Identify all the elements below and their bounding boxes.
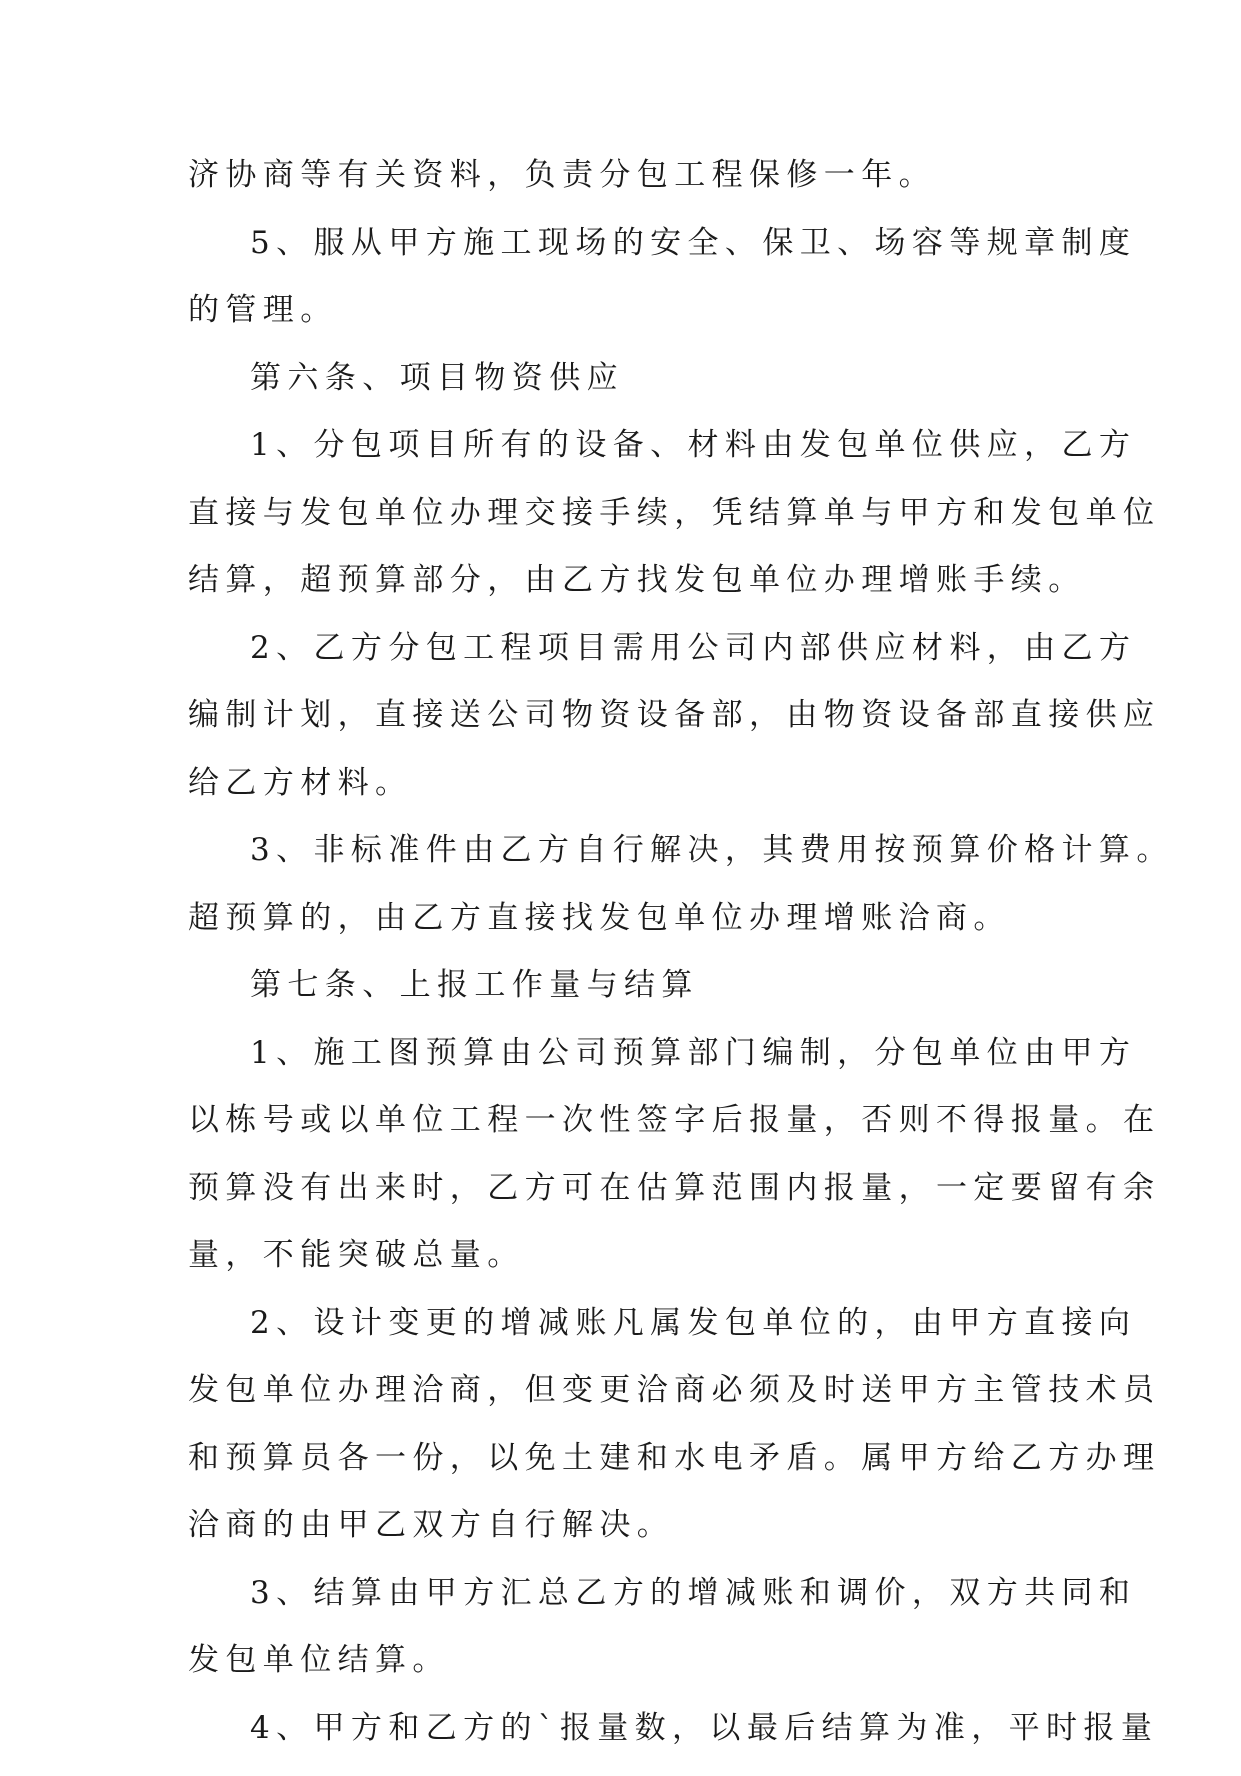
paragraph-line: 济协商等有关资料，负责分包工程保修一年。 bbox=[188, 157, 936, 193]
paragraph-line: 编制计划，直接送公司物资设备部，由物资设备部直接供应 bbox=[188, 697, 1161, 733]
paragraph-line: 的管理。 bbox=[188, 292, 338, 328]
paragraph-line: 超预算的，由乙方直接找发包单位办理增账洽商。 bbox=[188, 899, 1011, 936]
paragraph-line: 结算，超预算部分，由乙方找发包单位办理增账手续。 bbox=[188, 562, 1086, 598]
paragraph-line: 直接与发包单位办理交接手续，凭结算单与甲方和发包单位 bbox=[188, 494, 1161, 531]
paragraph-line: 1、施工图预算由公司预算部门编制，分包单位由甲方 bbox=[250, 1034, 1137, 1071]
paragraph-line: 预算没有出来时，乙方可在估算范围内报量，一定要留有余 bbox=[188, 1169, 1161, 1206]
section-heading: 第七条、上报工作量与结算 bbox=[250, 967, 699, 1003]
section-heading: 第六条、项目物资供应 bbox=[250, 359, 624, 396]
paragraph-line: 2、设计变更的增减账凡属发包单位的，由甲方直接向 bbox=[250, 1304, 1137, 1341]
paragraph-line: 4、甲方和乙方的`报量数，以最后结算为准，平时报量 bbox=[250, 1709, 1159, 1746]
paragraph-line: 3、结算由甲方汇总乙方的增减账和调价，双方共同和 bbox=[250, 1574, 1137, 1611]
paragraph-line: 洽商的由甲乙双方自行解决。 bbox=[188, 1507, 675, 1543]
paragraph-line: 3、非标准件由乙方自行解决，其费用按预算价格计算。 bbox=[250, 832, 1174, 868]
paragraph-line: 给乙方材料。 bbox=[188, 764, 413, 801]
paragraph-line: 5、服从甲方施工现场的安全、保卫、场容等规章制度 bbox=[250, 224, 1137, 261]
paragraph-line: 2、乙方分包工程项目需用公司内部供应材料，由乙方 bbox=[250, 629, 1137, 666]
paragraph-line: 量，不能突破总量。 bbox=[188, 1237, 525, 1273]
paragraph-line: 和预算员各一份，以免土建和水电矛盾。属甲方给乙方办理 bbox=[188, 1439, 1161, 1476]
paragraph-line: 发包单位办理洽商，但变更洽商必须及时送甲方主管技术员 bbox=[188, 1372, 1161, 1408]
paragraph-line: 以栋号或以单位工程一次性签字后报量，否则不得报量。在 bbox=[188, 1102, 1161, 1138]
document-body bbox=[188, 156, 1174, 1776]
paragraph-line: 发包单位结算。 bbox=[188, 1642, 450, 1678]
paragraph-line: 1、分包项目所有的设备、材料由发包单位供应，乙方 bbox=[250, 427, 1137, 463]
